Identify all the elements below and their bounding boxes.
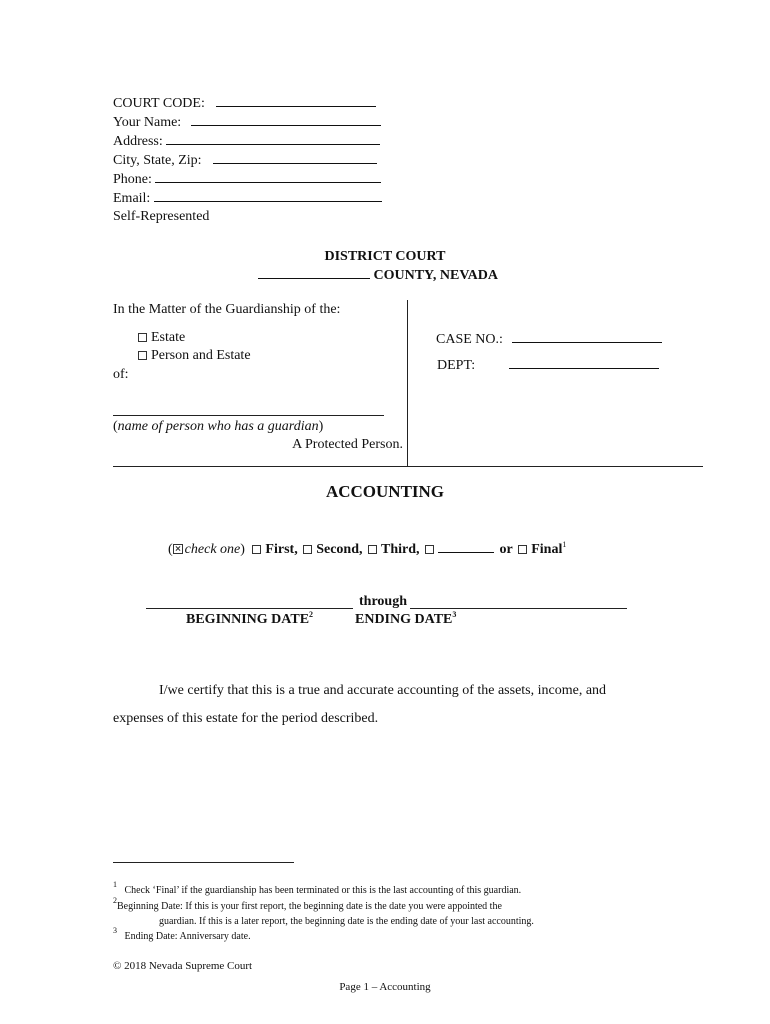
matter-text: In the Matter of the Guardianship of the: — [113, 302, 341, 317]
document-title: ACCOUNTING — [325, 482, 445, 501]
second-checkbox[interactable] — [303, 545, 312, 554]
caption-divider — [407, 300, 408, 466]
person-and-estate-label: Person and Estate — [151, 348, 251, 363]
county-field[interactable] — [258, 266, 370, 279]
county-line — [258, 266, 498, 285]
final-footnote-ref: 1 — [562, 540, 567, 549]
county-label: COUNTY, NEVADA — [373, 268, 498, 283]
court-code-row — [113, 94, 382, 113]
city-state-zip-label: City, State, Zip: — [113, 153, 202, 168]
email-label: Email: — [113, 191, 151, 206]
caption-bottom-rule — [113, 466, 703, 467]
self-represented-text: Self-Represented — [113, 209, 210, 224]
footnote-1: $^1$ Check ‘Final’ if the guardianship has been terminated or this is the last accounting of this guardian. — [113, 880, 522, 896]
checked-box-icon — [173, 544, 183, 554]
footnote-3: $^3$ Ending Date: Anniversary date. — [113, 926, 251, 942]
address-label: Address: — [113, 134, 163, 149]
court-code-field[interactable] — [216, 94, 376, 107]
final-option[interactable]: Final$^1$ — [518, 542, 566, 557]
third-option[interactable]: Third, — [368, 542, 420, 557]
certify-line-2: expenses of this estate for the period described. — [113, 711, 379, 726]
ending-date-line[interactable] — [410, 608, 627, 609]
phone-label: Phone: — [113, 172, 152, 187]
header-block — [113, 94, 382, 226]
or-text: or — [499, 542, 513, 557]
copyright-text: © 2018 Nevada Supreme Court — [113, 960, 253, 972]
footnote-2: $^2$Beginning Date: If this is your first report, the beginning date is the date you were appointed the — [113, 896, 502, 912]
name-hint: (name of person who has a guardian) — [113, 419, 324, 434]
estate-checkbox[interactable] — [138, 333, 147, 342]
check-one-text: check one — [184, 542, 241, 557]
email-field[interactable] — [154, 189, 382, 202]
estate-label: Estate — [151, 330, 186, 345]
footnote-2-continued: guardian. If this is a later report, the beginning date is the ending date of your last accounting. — [159, 916, 534, 927]
dept-field[interactable] — [509, 356, 659, 369]
beginning-date-label: BEGINNING DATE$^2$ — [186, 610, 314, 627]
third-checkbox[interactable] — [368, 545, 377, 554]
first-checkbox[interactable] — [252, 545, 261, 554]
your-name-label: Your Name: — [113, 115, 182, 130]
first-option[interactable]: First, — [252, 542, 297, 557]
second-option[interactable]: Second, — [303, 542, 362, 557]
your-name-field[interactable] — [191, 113, 381, 126]
email-row — [113, 189, 382, 208]
beginning-date-line[interactable] — [146, 608, 353, 609]
option-estate[interactable] — [138, 329, 185, 347]
through-text: through — [359, 594, 407, 609]
ending-date-label: ENDING DATE$^3$ — [355, 610, 457, 627]
phone-row — [113, 170, 382, 189]
other-checkbox[interactable] — [425, 545, 434, 554]
case-no-field[interactable] — [512, 330, 662, 343]
phone-field[interactable] — [155, 170, 381, 183]
dept-label: DEPT: — [437, 358, 476, 373]
person-and-estate-checkbox[interactable] — [138, 351, 147, 360]
city-state-zip-field[interactable] — [213, 151, 377, 164]
city-state-zip-row — [113, 151, 382, 170]
page-footer: Page 1 – Accounting — [339, 981, 431, 993]
dept-row — [437, 356, 659, 375]
footnote-separator — [113, 862, 294, 863]
case-no-row — [436, 330, 662, 349]
court-code-label: COURT CODE: — [113, 96, 205, 111]
check-one-row: ( check one) First, Second, Third, or Final$^1$ — [168, 540, 567, 557]
address-row — [113, 132, 382, 151]
address-field[interactable] — [166, 132, 380, 145]
protected-person-name-line[interactable] — [113, 415, 384, 416]
your-name-row — [113, 113, 382, 132]
case-no-label: CASE NO.: — [436, 332, 503, 347]
protected-person-label: A Protected Person. — [292, 437, 403, 452]
final-checkbox[interactable] — [518, 545, 527, 554]
court-title: DISTRICT COURT — [324, 249, 446, 264]
option-person-and-estate[interactable] — [138, 347, 251, 365]
of-label: of: — [113, 367, 129, 382]
other-ordinal-field[interactable] — [438, 540, 494, 553]
certify-line-1: I/we certify that this is a true and accurate accounting of the assets, income, and — [159, 683, 607, 698]
other-option[interactable] — [425, 542, 494, 557]
